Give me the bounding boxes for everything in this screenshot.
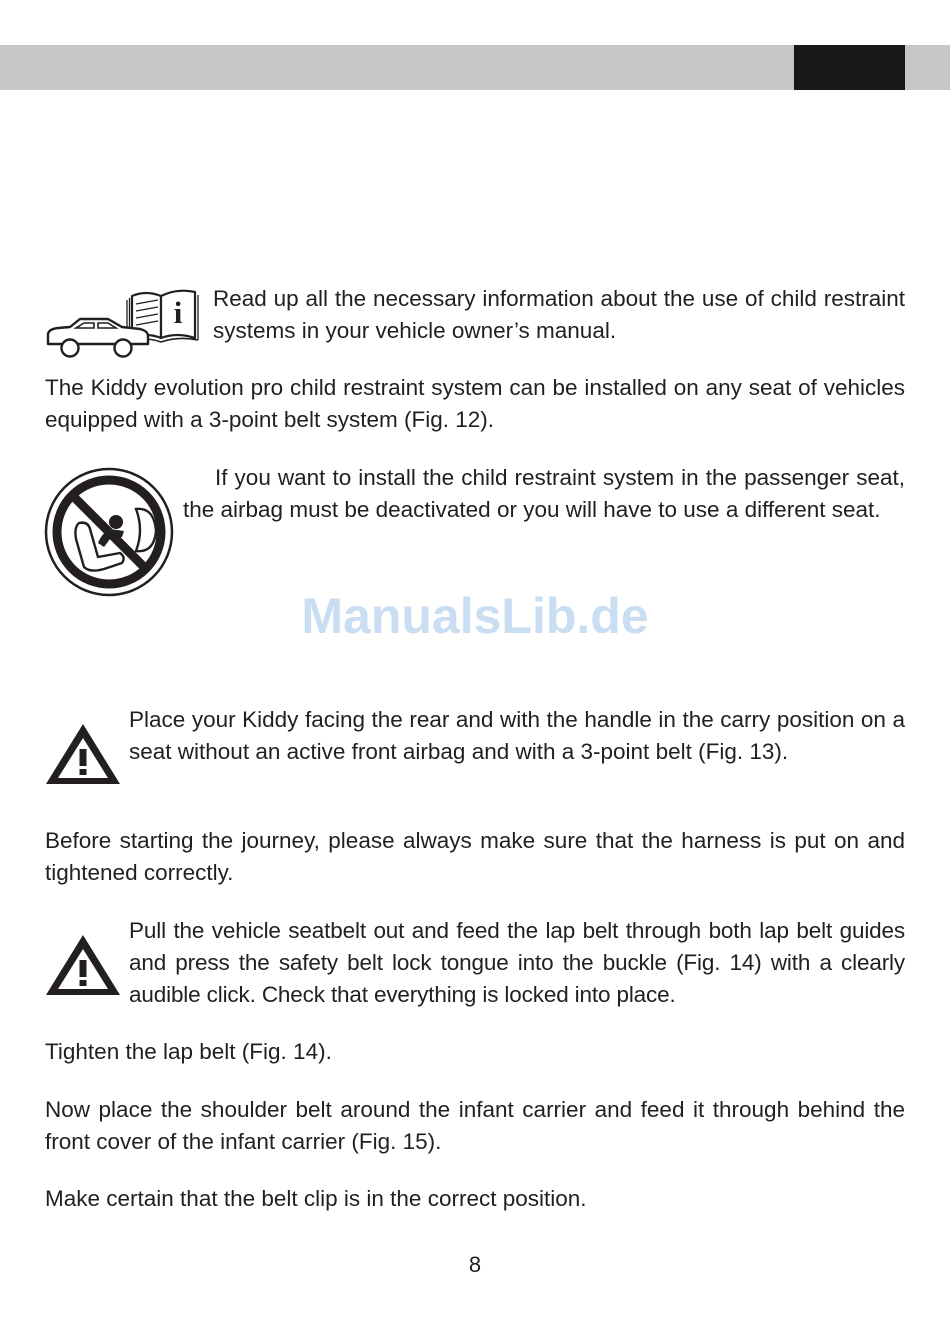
shoulder-belt-text: Now place the shoulder belt around the infant carrier and feed it through behind the front cover of the infant carrier (Fig. 15). [45, 1097, 905, 1154]
placement-warning-text: Place your Kiddy facing the rear and with the handle in the carry position on a seat without an active front airbag and with a 3-point belt (Fig. 13). [129, 707, 905, 764]
page-number: 8 [468, 1252, 482, 1277]
harness-check-text: Before starting the journey, please always make sure that the harness is put on and tightened correctly. [45, 828, 905, 885]
svg-text:i: i [173, 295, 183, 330]
car-manual-info-icon [44, 286, 200, 360]
header-tab [794, 45, 905, 90]
no-airbag-icon [44, 467, 174, 597]
airbag-warning-text: If you want to install the child restraint system in the passenger seat, the airbag must be deactivated or you will have to use a different seat. [183, 465, 905, 522]
seatbelt-warning-text: Pull the vehicle seatbelt out and feed the lap belt through both lap belt guides and press the safety belt lock tongue into the buckle (Fig. 14) with a clearly audible click. Check that everything is locked into place. [129, 918, 905, 1007]
warning-triangle-icon [44, 933, 122, 997]
warning-triangle-icon [44, 722, 122, 786]
manual-note-text: Read up all the necessary information about the use of child restraint systems in your vehicle owner’s manual. [213, 286, 905, 343]
watermark: ManualsLib.de [301, 588, 649, 644]
installation-info-text: The Kiddy evolution pro child restraint system can be installed on any seat of vehicles equipped with a 3-point belt system (Fig. 12). [45, 375, 905, 432]
belt-clip-text: Make certain that the belt clip is in the correct position. [45, 1186, 587, 1211]
tighten-lap-belt-text: Tighten the lap belt (Fig. 14). [45, 1039, 332, 1064]
